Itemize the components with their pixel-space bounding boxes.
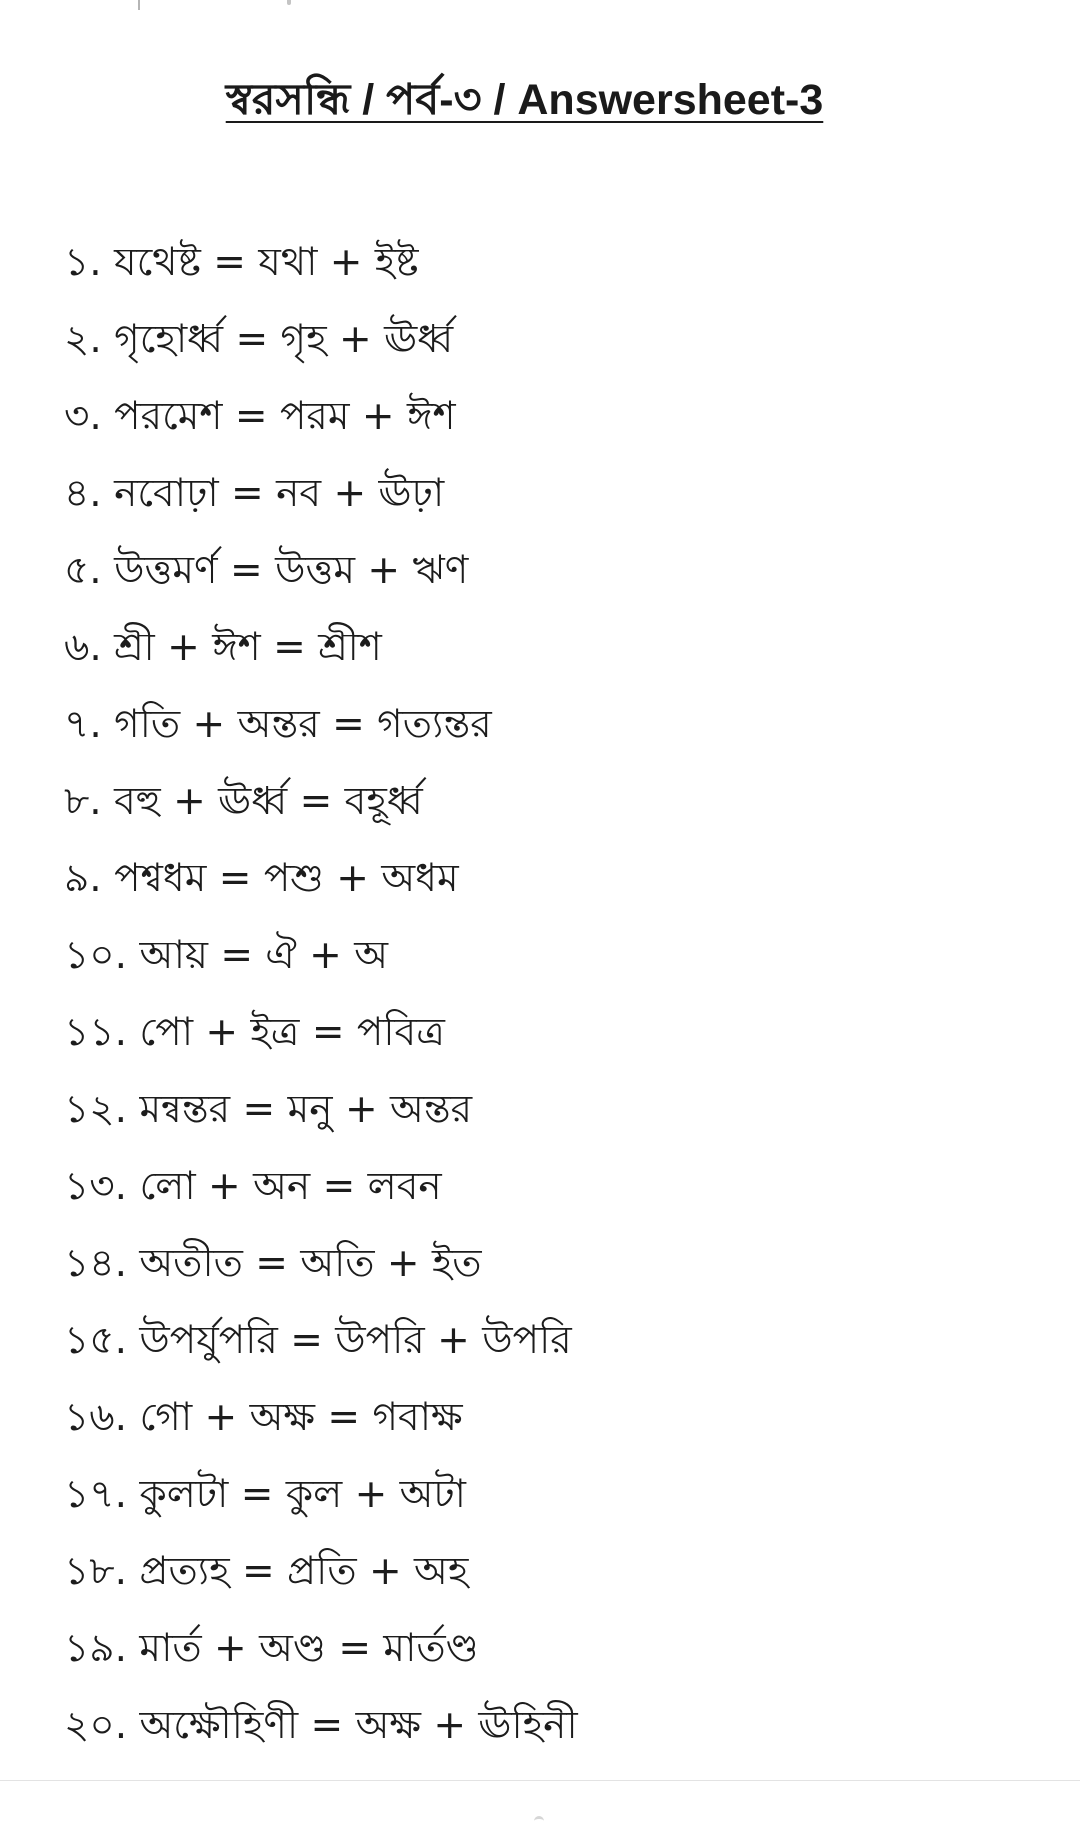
answer-item	[64, 688, 1004, 765]
answer-item	[64, 380, 1004, 457]
answer-item	[64, 1150, 1004, 1227]
answer-list	[64, 226, 1004, 1766]
answer-item	[64, 996, 1004, 1073]
answer-item	[64, 1304, 1004, 1381]
answer-text: ১২. মন্বন্তর = মনু + অন্তর	[64, 1087, 473, 1132]
answer-text: ১৯. মার্ত + অণ্ড = মার্তণ্ড	[64, 1626, 479, 1671]
answer-item	[64, 226, 1004, 303]
answer-text: ৭. গতি + অন্তর = গত্যন্তর	[64, 702, 492, 747]
answer-item	[64, 1689, 1004, 1766]
page-title: স্বরসন্ধি / পর্ব-৩ / Answersheet-3	[225, 76, 824, 124]
answer-item	[64, 1227, 1004, 1304]
answer-text: ২০. অক্ষৌহিণী = অক্ষ + ঊহিনী	[64, 1703, 578, 1748]
answer-text: ১৬. গো + অক্ষ = গবাক্ষ	[64, 1395, 463, 1440]
answer-text: ১৭. কুলটা = কুল + অটা	[64, 1472, 466, 1517]
answer-text: ২. গৃহোর্ধ্ব = গৃহ + ঊর্ধ্ব	[64, 317, 454, 362]
answer-text: ৯. পশ্বধম = পশু + অধম	[64, 856, 459, 901]
answer-item	[64, 1073, 1004, 1150]
answer-item	[64, 842, 1004, 919]
answer-text: ১৫. উপর্যুপরি = উপরি + উপরি	[64, 1318, 572, 1363]
answer-item	[64, 303, 1004, 380]
answer-text: ৫. উত্তমর্ণ = উত্তম + ঋণ	[64, 548, 469, 593]
answer-item	[64, 1535, 1004, 1612]
answer-text: ১১. পো + ইত্র = পবিত্র	[64, 1010, 445, 1055]
answer-item	[64, 1612, 1004, 1689]
answer-item	[64, 611, 1004, 688]
answer-item	[64, 1458, 1004, 1535]
answer-item	[64, 457, 1004, 534]
answer-text: ১৩. লো + অন = লবন	[64, 1164, 442, 1209]
answer-text: ৮. বহু + ঊর্ধ্ব = বহূর্ধ্ব	[64, 779, 423, 824]
answer-item	[64, 765, 1004, 842]
answer-item	[64, 1381, 1004, 1458]
answer-text: ১০. আয় = ঐ + অ	[64, 933, 388, 978]
answer-item	[64, 534, 1004, 611]
answer-text: ৪. নবোঢ়া = নব + ঊঢ়া	[64, 471, 445, 516]
next-page-fragment	[534, 1816, 544, 1823]
page-divider	[0, 1780, 1080, 1781]
fragment-mark	[287, 0, 291, 5]
previous-page-fragment	[0, 0, 1080, 12]
answer-text: ১৪. অতীত = অতি + ইত	[64, 1241, 482, 1286]
answer-text: ৩. পরমেশ = পরম + ঈশ	[64, 394, 456, 439]
answer-text: ৬. শ্রী + ঈশ = শ্রীশ	[64, 625, 382, 670]
answer-item	[64, 919, 1004, 996]
fragment-mark	[138, 0, 140, 10]
answer-text: ১. যথেষ্ট = যথা + ইষ্ট	[64, 240, 419, 285]
answer-text: ১৮. প্রত্যহ = প্রতি + অহ	[64, 1549, 469, 1594]
